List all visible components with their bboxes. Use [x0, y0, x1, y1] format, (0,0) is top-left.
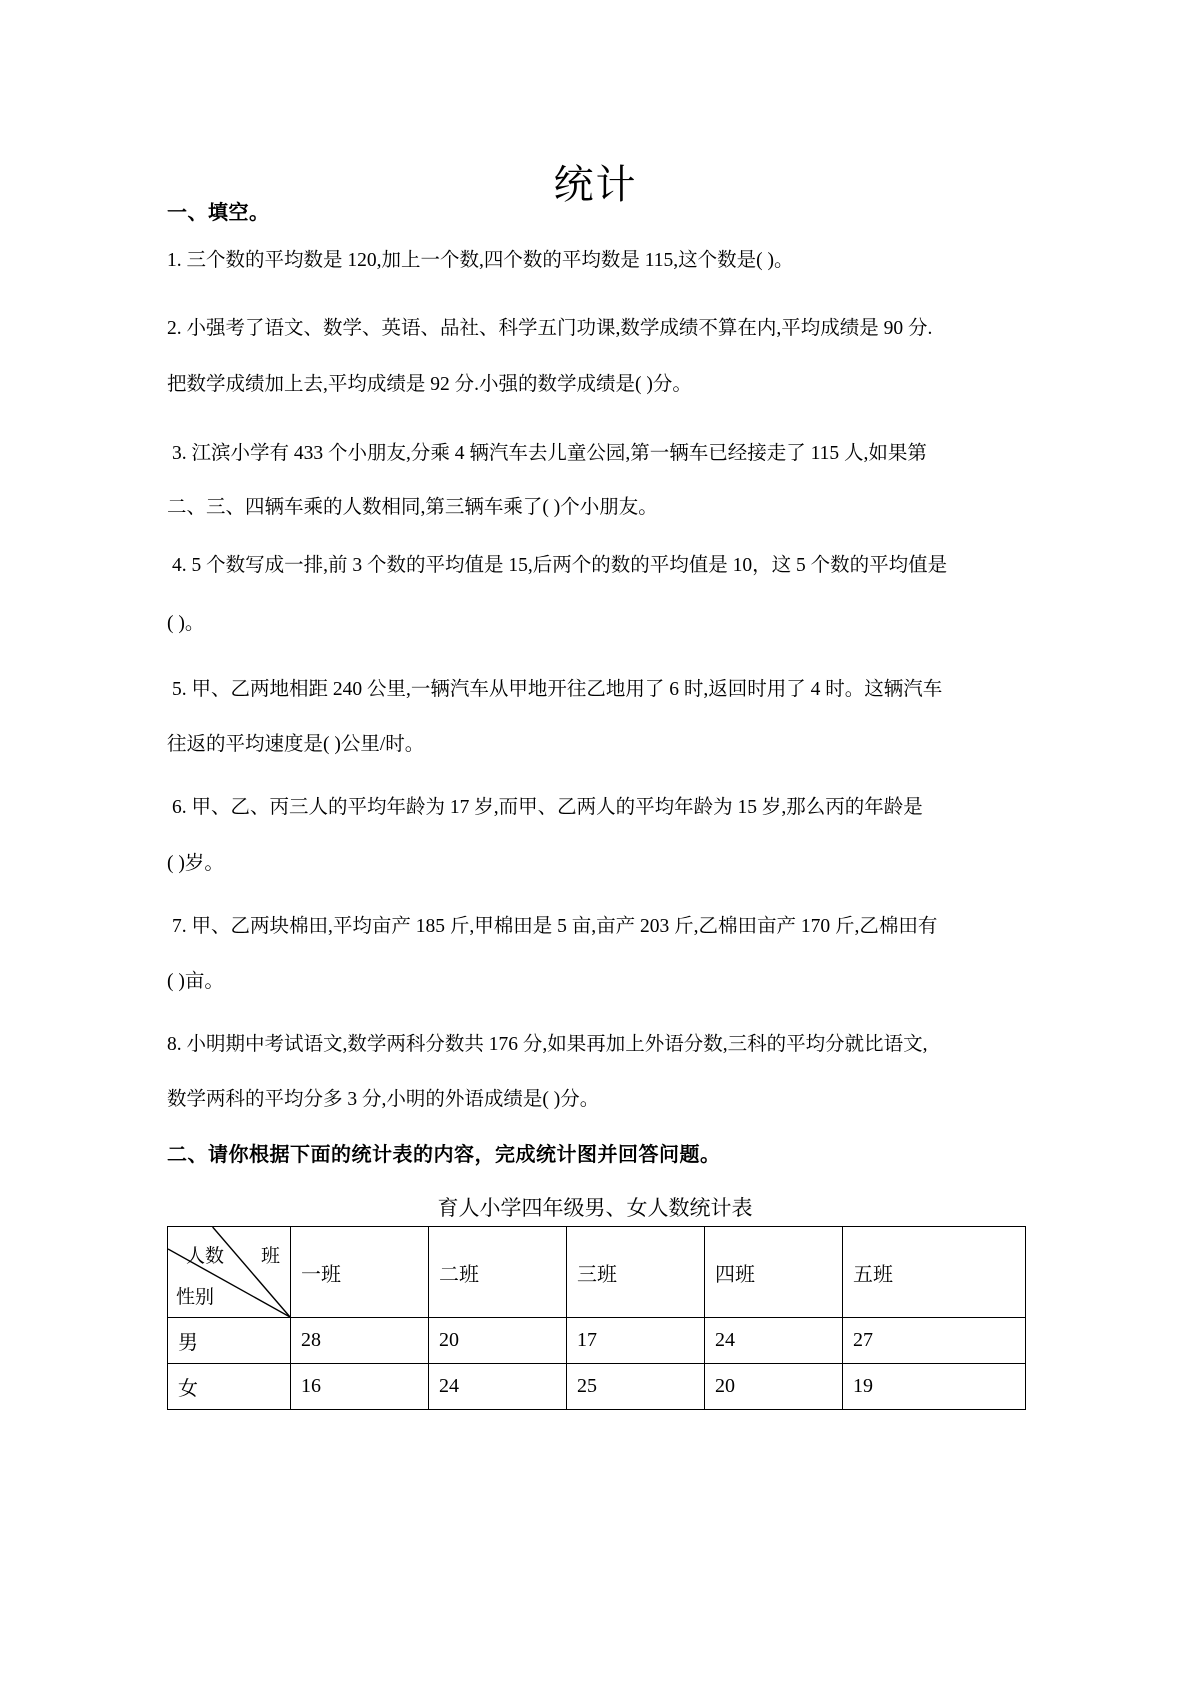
- table-header-row: [168, 1227, 1026, 1318]
- question-3-line-1: 3. 江滨小学有 433 个小朋友,分乘 4 辆汽车去儿童公园,第一辆车已经接走了 115 人,如果第: [172, 443, 927, 464]
- cell-female-class-5: 19: [843, 1364, 1026, 1410]
- row-label-female: 女: [168, 1364, 291, 1410]
- question-2-line-2: 把数学成绩加上去,平均成绩是 92 分.小强的数学成绩是( )分。: [167, 374, 692, 395]
- table-row: [168, 1318, 1026, 1364]
- question-1-line-1: 1. 三个数的平均数是 120,加上一个数,四个数的平均数是 115,这个数是( )。: [167, 250, 794, 271]
- table-corner-cell: [168, 1227, 291, 1318]
- row-label-male: 男: [168, 1318, 291, 1364]
- question-2-line-1: 2. 小强考了语文、数学、英语、品社、科学五门功课,数学成绩不算在内,平均成绩是 90 分.: [167, 318, 933, 339]
- question-5-line-2: 往返的平均速度是( )公里/时。: [167, 734, 425, 755]
- column-header-class-5: 五班: [843, 1227, 1026, 1318]
- section-one-heading: 一、填空。: [167, 202, 270, 224]
- cell-male-class-1: 28: [291, 1318, 429, 1364]
- section-two-heading: 二、请你根据下面的统计表的内容，完成统计图并回答问题。: [167, 1144, 721, 1166]
- question-4-line-2: ( )。: [167, 613, 205, 634]
- page-title: 统计: [553, 161, 638, 207]
- corner-label-gender: 性别: [176, 1287, 215, 1308]
- cell-male-class-4: 24: [705, 1318, 843, 1364]
- column-header-class-3: 三班: [567, 1227, 705, 1318]
- column-header-class-2: 二班: [429, 1227, 567, 1318]
- question-3-line-2: 二、三、四辆车乘的人数相同,第三辆车乘了( )个小朋友。: [167, 497, 658, 518]
- question-8-line-2: 数学两科的平均分多 3 分,小明的外语成绩是( )分。: [167, 1089, 600, 1110]
- statistics-table: [167, 1226, 1026, 1410]
- question-6-line-2: ( )岁。: [167, 853, 224, 874]
- question-6-line-1: 6. 甲、乙、丙三人的平均年龄为 17 岁,而甲、乙两人的平均年龄为 15 岁,那么丙的年龄是: [172, 797, 923, 818]
- cell-male-class-3: 17: [567, 1318, 705, 1364]
- cell-male-class-2: 20: [429, 1318, 567, 1364]
- column-header-class-1: 一班: [291, 1227, 429, 1318]
- cell-male-class-5: 27: [843, 1318, 1026, 1364]
- question-8-line-1: 8. 小明期中考试语文,数学两科分数共 176 分,如果再加上外语分数,三科的平均分就比语文,: [167, 1034, 928, 1055]
- cell-female-class-3: 25: [567, 1364, 705, 1410]
- question-7-line-2: ( )亩。: [167, 971, 224, 992]
- corner-label-class: 班: [260, 1246, 280, 1267]
- column-header-class-4: 四班: [705, 1227, 843, 1318]
- question-5-line-1: 5. 甲、乙两地相距 240 公里,一辆汽车从甲地开往乙地用了 6 时,返回时用了 4 时。这辆汽车: [172, 679, 943, 700]
- table-title: 育人小学四年级男、女人数统计表: [437, 1196, 753, 1220]
- cell-female-class-2: 24: [429, 1364, 567, 1410]
- corner-label-count: 人数: [186, 1246, 225, 1267]
- cell-female-class-4: 20: [705, 1364, 843, 1410]
- cell-female-class-1: 16: [291, 1364, 429, 1410]
- question-4-line-1: 4. 5 个数写成一排,前 3 个数的平均值是 15,后两个的数的平均值是 10，这 5 个数的平均值是: [172, 555, 948, 576]
- question-7-line-1: 7. 甲、乙两块棉田,平均亩产 185 斤,甲棉田是 5 亩,亩产 203 斤,乙棉田亩产 170 斤,乙棉田有: [172, 916, 938, 937]
- table-row: [168, 1364, 1026, 1410]
